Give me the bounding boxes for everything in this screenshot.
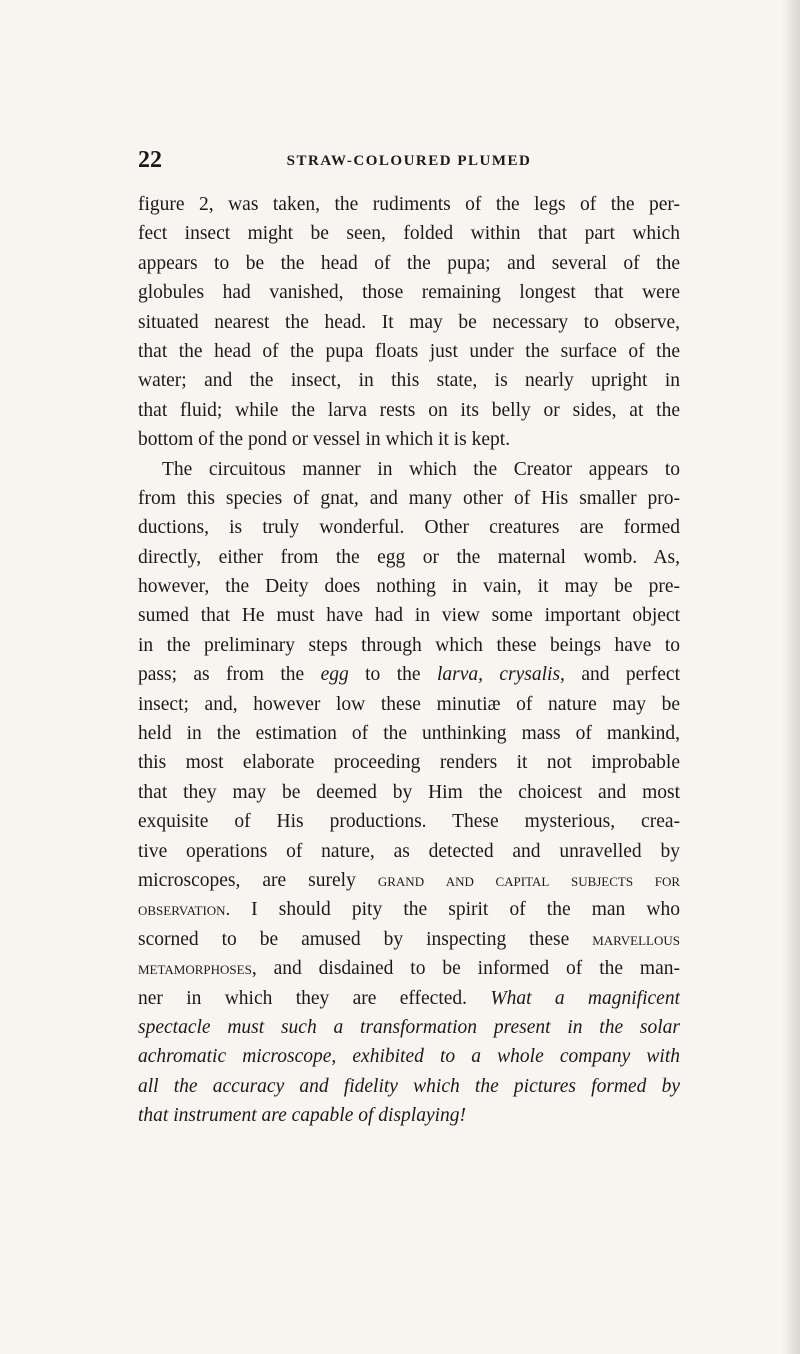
text-line (138, 337, 680, 366)
text-line (138, 866, 680, 895)
text-line (138, 925, 680, 954)
text-run: , and disdained to be informed of the man- (251, 958, 680, 980)
text-run: insect; and, however low these minutiæ of nature may be (138, 693, 680, 715)
text-line (138, 219, 680, 248)
text-line (138, 366, 680, 395)
text-line (138, 1072, 680, 1101)
text-run: pass; as from the (138, 664, 321, 686)
text-run: globules had vanished, those remaining longest that were (138, 282, 680, 304)
text-line (138, 572, 680, 601)
text-line (138, 1042, 680, 1071)
text-run: from this species of gnat, and many other of His smaller pro- (138, 487, 680, 509)
text-run: that the head of the pupa floats just under the surface of the (138, 340, 680, 362)
text-line (138, 543, 680, 572)
text-run: ner in which they are effected. (138, 987, 491, 1009)
text-run: that they may be deemed by Him the choicest and most (138, 781, 680, 803)
text-run: directly, either from the egg or the maternal womb. As, (138, 546, 680, 568)
text-run: sumed that He must have had in view some important object (138, 605, 680, 627)
text-line (138, 308, 680, 337)
text-run: and perfect (564, 664, 680, 686)
text-line (138, 631, 680, 660)
book-page (138, 148, 680, 1131)
text-run: bottom of the pond or vessel in which it is kept. (138, 429, 511, 451)
text-line (138, 1101, 680, 1130)
italic-text: achromatic microscope, exhibited to a whole company with (138, 1046, 680, 1068)
text-line (138, 807, 680, 836)
text-run: figure 2, was taken, the rudiments of the legs of the per- (138, 194, 680, 215)
text-line (138, 396, 680, 425)
text-run: I should pity the spirit of the man who (230, 899, 680, 921)
text-run: to the (348, 664, 437, 686)
text-line (138, 601, 680, 630)
text-run: scorned to be amused by inspecting these (138, 928, 593, 950)
italic-text: that instrument are capable of displaying! (138, 1105, 467, 1127)
text-run: The circuitous manner in which the Creator appears to (162, 458, 680, 480)
text-run: exquisite of His productions. These mysterious, crea- (138, 811, 680, 833)
text-run: appears to be the head of the pupa; and several of the (138, 252, 680, 274)
text-line (138, 1013, 680, 1042)
text-run: held in the estimation of the unthinking mass of mankind, (138, 723, 680, 745)
text-line (138, 748, 680, 777)
small-caps-text: grand and capital subjects for (377, 869, 680, 890)
italic-text: spectacle must such a transformation present in the solar (138, 1016, 680, 1038)
italic-text: all the accuracy and fidelity which the pictures formed by (138, 1075, 680, 1097)
italic-text: larva, crysalis, (436, 664, 565, 686)
text-run: fect insect might be seen, folded within that part which (138, 223, 680, 245)
body-text (138, 190, 680, 1131)
text-run: however, the Deity does nothing in vain, it may be pre- (138, 576, 680, 598)
text-run: tive operations of nature, as detected and unravelled by (138, 840, 680, 862)
text-line (138, 954, 680, 983)
text-run: in the preliminary steps through which these beings have to (138, 634, 680, 656)
text-line (138, 778, 680, 807)
italic-text: What a magnificent (490, 987, 680, 1009)
text-run: situated nearest the head. It may be necessary to observe, (138, 311, 680, 333)
page-edge-shadow (782, 0, 800, 1354)
text-run: water; and the insect, in this state, is nearly upright in (138, 370, 680, 392)
text-line (138, 278, 680, 307)
text-line (138, 425, 680, 454)
page-header (138, 148, 680, 172)
page-number: 22 (138, 147, 162, 173)
text-line (138, 660, 680, 689)
text-line (138, 455, 680, 484)
text-run: ductions, is truly wonderful. Other creatures are formed (138, 517, 680, 539)
small-caps-text: marvellous (592, 928, 680, 949)
text-run: that fluid; while the larva rests on its belly or sides, at the (138, 399, 680, 421)
text-line (138, 837, 680, 866)
text-run: microscopes, are surely (138, 869, 378, 891)
text-line (138, 690, 680, 719)
text-line (138, 249, 680, 278)
text-line (138, 484, 680, 513)
text-line (138, 895, 680, 924)
text-run: this most elaborate proceeding renders it not improbable (138, 752, 680, 774)
small-caps-text: observation. (138, 899, 231, 920)
small-caps-text: metamorphoses (138, 958, 252, 979)
running-head: STRAW-COLOURED PLUMED (286, 153, 532, 169)
italic-text: egg (320, 664, 349, 686)
text-line (138, 190, 680, 219)
text-line (138, 719, 680, 748)
text-line (138, 984, 680, 1013)
text-line (138, 513, 680, 542)
